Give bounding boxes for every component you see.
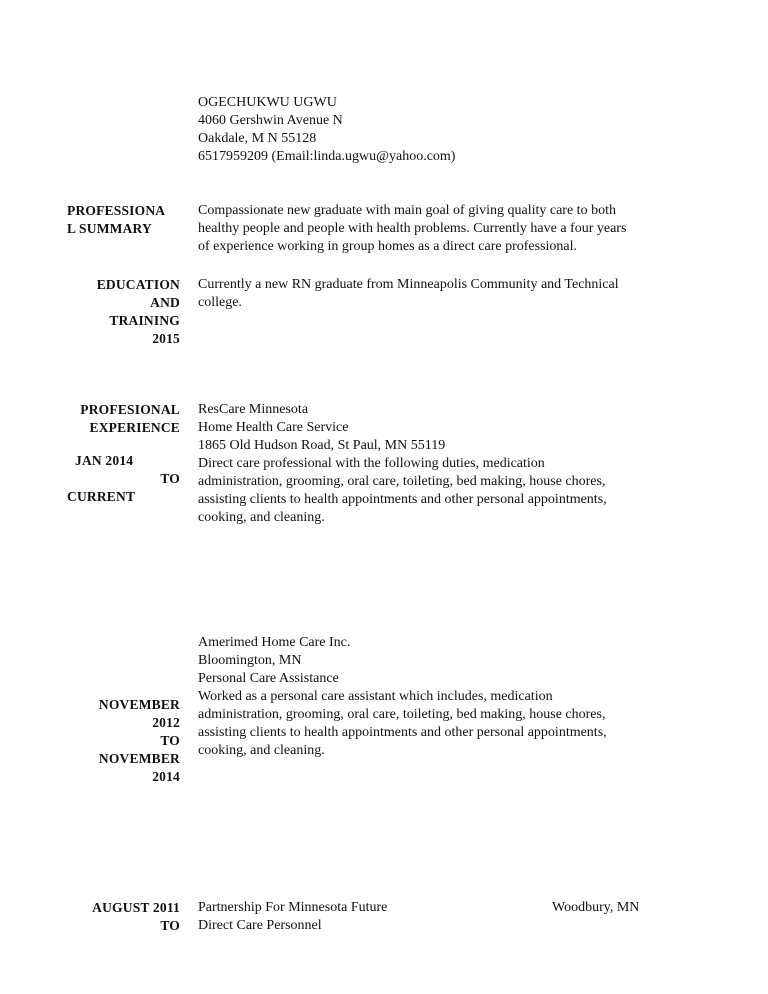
job-3-position: Direct Care Personnel	[198, 918, 322, 933]
job-2-date: NOVEMBER 2012 TO NOVEMBER 2014	[98, 697, 180, 784]
address-line-2: Oakdale, M N 55128	[198, 131, 317, 146]
job-1-employer: ResCare Minnesota	[198, 402, 309, 417]
job-1-date: JAN 2014 TO CURRENT	[67, 453, 180, 504]
summary-text: Compassionate new graduate with main goal of giving quality care to both healthy people and people with health problems. Currently have a four years of experience working in group homes as a direct care professional.	[198, 203, 627, 254]
candidate-name: OGECHUKWU UGWU	[198, 95, 337, 110]
job-1-details: ResCare Minnesota Home Health Care Service 1865 Old Hudson Road, St Paul, MN 55119 Direct care professional with the following duties, medication administration, grooming, oral care, toileting, bed making, house chores, assisting clients to health appointments and other personal appointments, cooking, and cleaning.	[198, 402, 607, 525]
job-2-details: Amerimed Home Care Inc. Bloomington, MN Personal Care Assistance Worked as a personal care assistant which includes, medication administration, grooming, oral care, toileting, bed making, house chores, assisting clients to health appointments and other personal appointments, cooking, and cleaning.	[198, 635, 607, 758]
job-3-date: AUGUST 2011 TO	[92, 900, 180, 933]
contact-block	[198, 94, 455, 166]
education-text: Currently a new RN graduate from Minneapolis Community and Technical college.	[198, 277, 619, 310]
job-3-location: Woodbury, MN	[552, 900, 640, 915]
job-2-employer: Amerimed Home Care Inc.	[198, 635, 351, 650]
experience-label: PROFESIONAL EXPERIENCE	[80, 402, 180, 435]
summary-label: PROFESSIONA L SUMMARY	[67, 203, 166, 236]
education-label: EDUCATION AND TRAINING 2015	[96, 277, 180, 346]
job-3-employer: Partnership For Minnesota Future	[198, 900, 388, 915]
address-line-1: 4060 Gershwin Avenue N	[198, 113, 343, 128]
contact-line: 6517959209 (Email:linda.ugwu@yahoo.com)	[198, 149, 456, 164]
